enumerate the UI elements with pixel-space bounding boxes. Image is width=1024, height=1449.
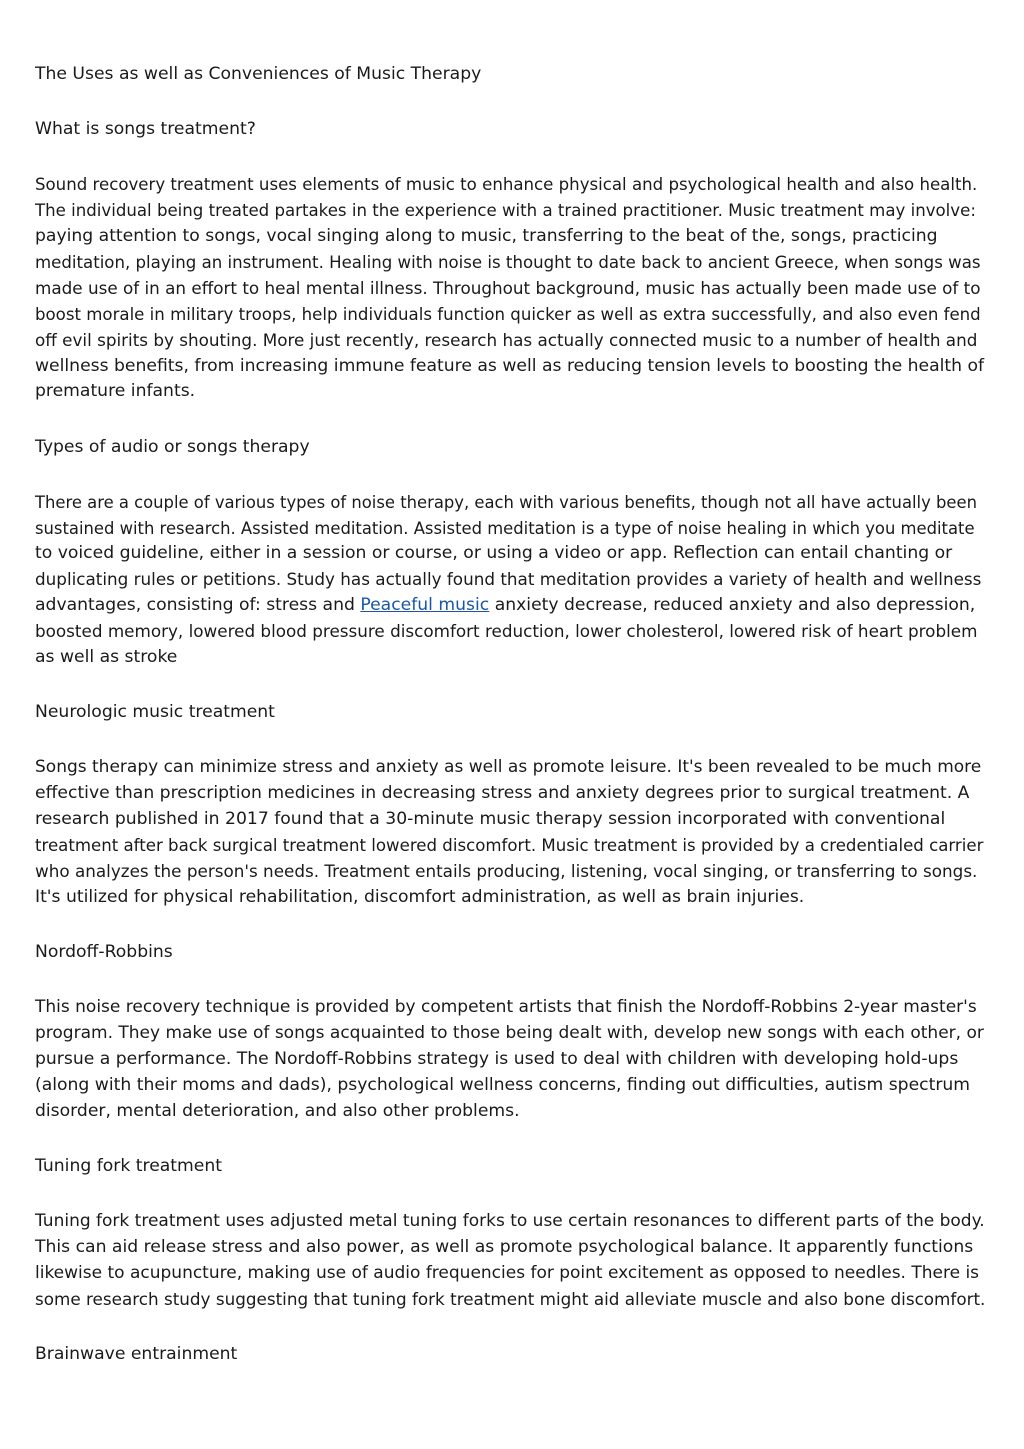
link-line-text-after: anxiety decrease, reduced anxiety and also depression, <box>489 595 976 616</box>
heading-neurologic-block <box>35 700 985 726</box>
paragraph-line: wellness benefits, from increasing immune feature as well as reducing tension levels to boosting the health of <box>35 355 985 376</box>
paragraph-line: to voiced guideline, either in a session or course, or using a video or app. Reflection can entail chanting or <box>35 543 953 564</box>
paragraph-line: as well as stroke <box>35 647 178 668</box>
paragraph-line: made use of in an effort to heal mental illness. Throughout background, music has actually been made use of to <box>35 277 981 298</box>
peaceful-music-link[interactable]: Peaceful music <box>360 595 490 616</box>
heading-what-is-songs-treatment-block <box>35 117 985 143</box>
paragraph-sound-recovery <box>35 172 985 405</box>
paragraph-line: This noise recovery technique is provided by competent artists that finish the Nordoff-Robbins 2-year master's <box>35 996 977 1017</box>
paragraph-line: Tuning fork treatment uses adjusted metal tuning forks to use certain resonances to different parts of the body. <box>35 1210 985 1231</box>
paragraph-line: pursue a performance. The Nordoff-Robbins strategy is used to deal with children with developing hold-ups <box>35 1048 959 1069</box>
document-title-block <box>35 62 985 88</box>
paragraph-line: program. They make use of songs acquainted to those being dealt with, develop new songs with each other, or <box>35 1022 984 1043</box>
paragraph-line: premature infants. <box>35 381 196 402</box>
paragraph-line: paying attention to songs, vocal singing along to music, transferring to the beat of the, songs, practicing <box>35 226 938 246</box>
paragraph-line: boost morale in military troops, help individuals function quicker as well as extra successfully, and also even fend <box>35 304 981 324</box>
paragraph-line: treatment after back surgical treatment lowered discomfort. Music treatment is provided by a credentialed carrier <box>35 835 984 855</box>
paragraph-line: research published in 2017 found that a 30-minute music therapy session incorporated with conventional <box>35 809 946 830</box>
document-body <box>35 62 985 1397</box>
paragraph-line: duplicating rules or petitions. Study has actually found that meditation provides a variety of health and wellness <box>35 569 982 590</box>
paragraph-line: (along with their moms and dads), psychological wellness concerns, finding out difficulties, autism spectrum <box>35 1074 971 1095</box>
paragraph-neurologic <box>35 755 985 910</box>
paragraph-line: some research study suggesting that tuning fork treatment might aid alleviate muscle and also bone discomfort. <box>35 1288 986 1309</box>
heading-tuning-fork-block <box>35 1154 985 1180</box>
paragraph-line: off evil spirits by shouting. More just recently, research has actually connected music to a number of health and <box>35 329 978 350</box>
paragraph-line: who analyzes the person's needs. Treatment entails producing, listening, vocal singing, or transferring to songs. <box>35 860 978 881</box>
paragraph-line: There are a couple of various types of noise therapy, each with various benefits, though not all have actually been <box>35 492 977 512</box>
heading-brainwave-entrainment: Brainwave entrainment <box>35 1343 238 1364</box>
paragraph-line: likewise to acupuncture, making use of audio frequencies for point excitement as opposed to needles. There is <box>35 1262 980 1283</box>
paragraph-line: Songs therapy can minimize stress and anxiety as well as promote leisure. It's been revealed to be much more <box>35 757 982 778</box>
paragraph-line: sustained with research. Assisted meditation. Assisted meditation is a type of noise healing in which you meditate <box>35 518 975 538</box>
paragraph-line: This can aid release stress and also power, as well as promote psychological balance. It apparently functions <box>35 1236 974 1257</box>
paragraph-tuning-fork <box>35 1209 985 1313</box>
heading-types-of-audio-block <box>35 435 985 461</box>
paragraph-line: boosted memory, lowered blood pressure discomfort reduction, lower cholesterol, lowered risk of heart problem <box>35 621 978 642</box>
heading-types-of-audio: Types of audio or songs therapy <box>35 436 310 457</box>
paragraph-line: effective than prescription medicines in decreasing stress and anxiety degrees prior to surgical treatment. A <box>35 783 970 804</box>
paragraph-line: disorder, mental deterioration, and also other problems. <box>35 1100 520 1121</box>
link-line-text-before: advantages, consisting of: stress and <box>35 595 361 616</box>
heading-nordoff-robbins-block <box>35 940 985 966</box>
paragraph-line: The individual being treated partakes in the experience with a trained practitioner. Music treatment may involve: <box>35 201 976 221</box>
heading-nordoff-robbins: Nordoff-Robbins <box>35 941 173 962</box>
heading-neurologic-music-treatment: Neurologic music treatment <box>35 702 275 723</box>
heading-what-is-songs-treatment: What is songs treatment? <box>35 119 256 140</box>
paragraph-line: meditation, playing an instrument. Healing with noise is thought to date back to ancient Greece, when songs was <box>35 252 981 272</box>
paragraph-line: Sound recovery treatment uses elements of music to enhance physical and psychological health and also health. <box>35 175 978 195</box>
paragraph-line: It's utilized for physical rehabilitation, discomfort administration, as well as brain injuries. <box>35 886 805 907</box>
paragraph-line-with-link <box>35 593 985 619</box>
paragraph-nordoff-robbins <box>35 995 985 1125</box>
paragraph-noise-therapy-types <box>35 490 985 671</box>
heading-brainwave-block <box>35 1342 985 1368</box>
document-title: The Uses as well as Conveniences of Music Therapy <box>35 64 482 84</box>
heading-tuning-fork-treatment: Tuning fork treatment <box>35 1155 222 1176</box>
